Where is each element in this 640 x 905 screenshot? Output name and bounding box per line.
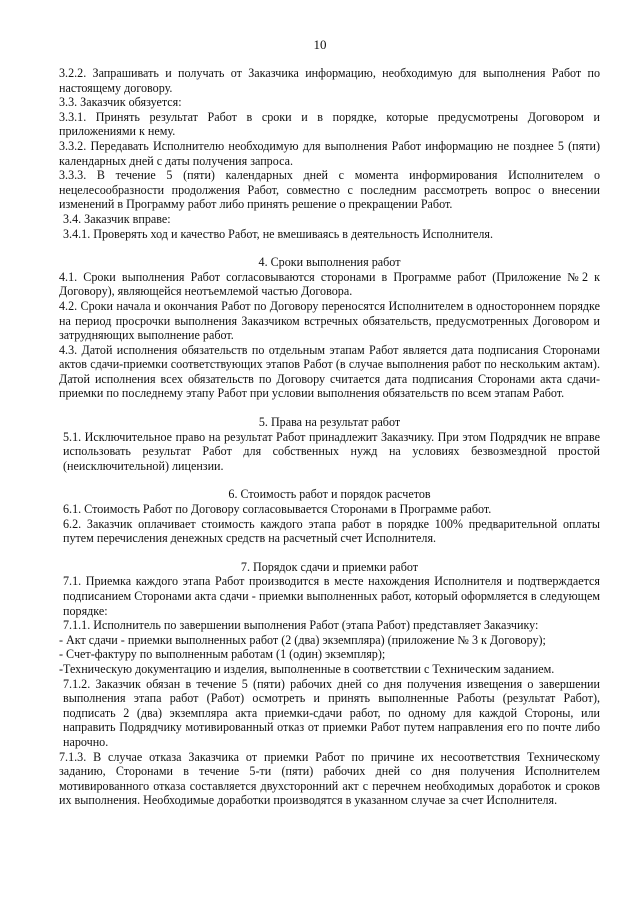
section-heading: 7. Порядок сдачи и приемки работ	[240, 559, 419, 574]
paragraph: 4.1. Сроки выполнения Работ согласовываются сторонами в Программе работ (Приложение №2 к Договору), являющейся неотъемлемой частью Договора.	[59, 269, 600, 299]
paragraph: 7.1.3. В случае отказа Заказчика от приемки Работ по причине их несоответствия Техническому заданию, Сторонами в течение 5-ти (пяти) рабочих дней со дня получения Исполнителем мотивированного отказа составляется двухсторонний акт с перечнем необходимых доработок и сроков их выполнения. Необходимые доработки производятся в указанном случае за счет Исполнителя.	[59, 749, 600, 808]
paragraph: -Техническую документацию и изделия, выполненные в соответствии с Техническим заданием.	[59, 661, 555, 676]
section-gap	[59, 241, 600, 255]
paragraph: - Счет-фактуру по выполненным работам (1 (один) экземпляр);	[59, 647, 386, 662]
paragraph: 6.1. Стоимость Работ по Договору согласовывается Сторонами в Программе работ.	[63, 502, 492, 517]
paragraph: 3.3. Заказчик обязуется:	[59, 95, 182, 110]
paragraph: 3.3.2. Передавать Исполнителю необходимую для выполнения Работ информацию не позднее 5 (пяти) календарных дней с даты получения запроса.	[59, 138, 600, 168]
paragraph: 4.3. Датой исполнения обязательств по отдельным этапам Работ является дата подписания Сторонами актов сдачи-приемки соответствующих этапов Работ (в случае выполнения работ по нескольким актам). Датой исполнения всех обязательств по Договору считается дата подписания Сторонами акта сдачи-приемки по последнему этапу Работ при условии выполнения обязательств по всем этапам Работ.	[59, 342, 600, 401]
paragraph: 3.3.1. Принять результат Работ в сроки и в порядке, которые предусмотрены Договором и приложениями к нему.	[59, 109, 600, 139]
paragraph: 7.1.1. Исполнитель по завершении выполнения Работ (этапа Работ) представляет Заказчику:	[63, 618, 539, 633]
document-body	[59, 66, 600, 808]
paragraph: - Акт сдачи - приемки выполненных работ (2 (два) экземпляра) (приложение № 3 к Договору);	[59, 632, 546, 647]
section-gap	[59, 473, 600, 487]
paragraph: 3.2.2. Запрашивать и получать от Заказчика информацию, необходимую для выполнения Работ по настоящему договору.	[59, 66, 600, 95]
paragraph: 4.2. Сроки начала и окончания Работ по Договору переносятся Исполнителем в одностороннем порядке на период просрочки выполнения Заказчиком встречных обязательств, предусмотренных Договором и затрудняющих выполнение работ.	[59, 298, 600, 343]
paragraph: 7.1.2. Заказчик обязан в течение 5 (пяти) рабочих дней со дня получения извещения о завершении выполнения этапа работ (Работ) осмотреть и принять выполненные Работы (результат Работ), подписать 2 (два) экземпляра акта приемки-сдачи работ, по одному для каждой Стороны, или направить Подрядчику мотивированный отказ от приемки Работ путем направления его по почте либо нарочно.	[63, 676, 600, 749]
paragraph: 6.2. Заказчик оплачивает стоимость каждого этапа работ в порядке 100% предварительной оплаты путем перечисления денежных средств на расчетный счет Исполнителя.	[63, 516, 600, 546]
paragraph: 3.4.1. Проверять ход и качество Работ, не вмешиваясь в деятельность Исполнителя.	[63, 226, 493, 241]
paragraph: 3.4. Заказчик вправе:	[63, 211, 171, 226]
section-heading: 4. Сроки выполнения работ	[258, 255, 401, 270]
section-gap	[59, 546, 600, 560]
section-heading: 5. Права на результат работ	[258, 415, 401, 430]
paragraph: 5.1. Исключительное право на результат Работ принадлежит Заказчику. При этом Подрядчик не вправе использовать результат Работ для собственных нужд на условиях безвозмездной простой (неисключительной) лицензии.	[63, 429, 600, 473]
section-heading: 6. Стоимость работ и порядок расчетов	[228, 487, 431, 502]
paragraph: 7.1. Приемка каждого этапа Работ производится в месте нахождения Исполнителя и подтверждается подписанием Сторонами акта сдачи - приемки выполненных работ, который оформляется в следующем порядке:	[63, 574, 600, 618]
page-number: 10	[313, 37, 327, 52]
paragraph: 3.3.3. В течение 5 (пяти) календарных дней с момента информирования Исполнителем о нецелесообразности продолжения Работ, совместно с последним рассмотреть вопрос о внесении изменений в Программу работ либо принять решение о прекращении Работ.	[59, 168, 600, 212]
section-gap	[59, 401, 600, 415]
